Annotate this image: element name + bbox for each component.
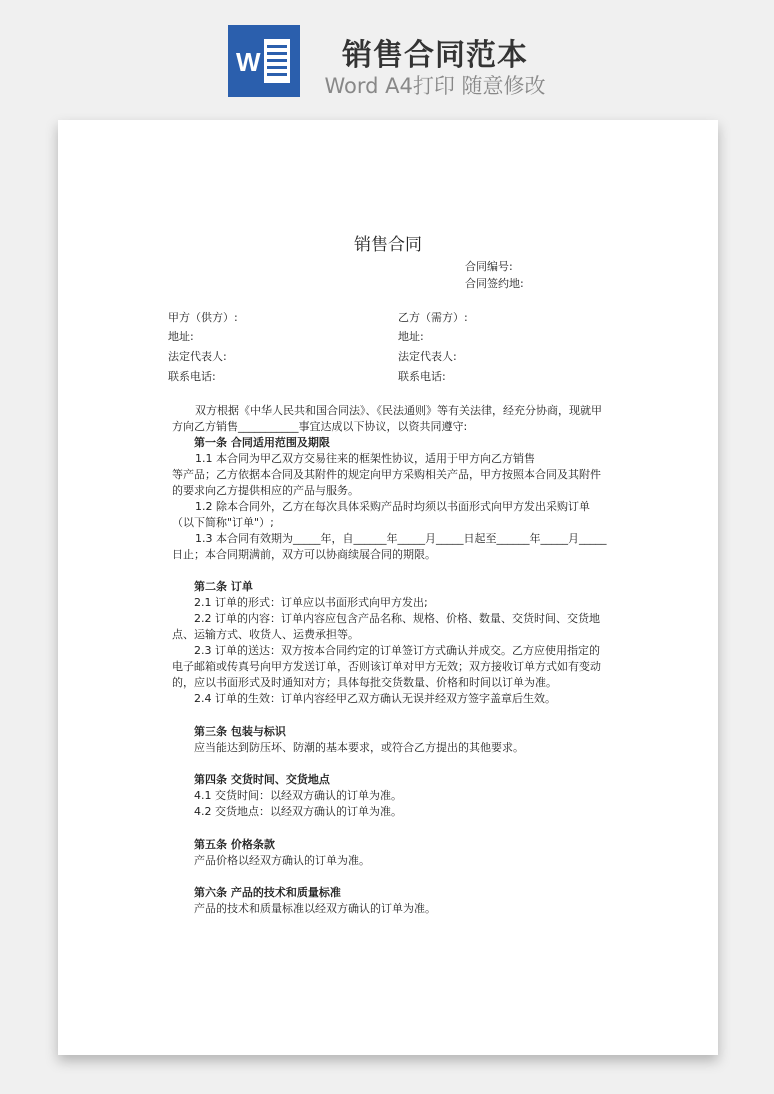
section-heading: 第二条 订单	[194, 580, 253, 593]
contract-number-label: 合同编号:	[465, 260, 513, 273]
body-line: 4.1 交货时间：以经双方确认的订单为准。	[194, 789, 402, 802]
body-line: 产品价格以经双方确认的订单为准。	[194, 854, 370, 867]
section-heading: 第六条 产品的技术和质量标准	[194, 886, 341, 899]
body-line: 双方根据《中华人民共和国合同法》、《民法通则》等有关法律，经充分协商，现就甲	[195, 404, 602, 417]
party-a-phone: 联系电话:	[168, 370, 216, 383]
section-heading: 第四条 交货时间、交货地点	[194, 773, 330, 786]
body-line: 点、运输方式、收货人、运费承担等。	[172, 628, 359, 641]
header	[0, 0, 774, 115]
body-line: 的，应以书面形式及时通知对方；具体每批交货数量、价格和时间以订单为准。	[172, 676, 557, 689]
body-line: 1.1 本合同为甲乙双方交易往来的框架性协议，适用于甲方向乙方销售	[195, 452, 535, 465]
document-title: 销售合同	[354, 235, 422, 255]
section-heading: 第三条 包装与标识	[194, 725, 286, 738]
party-b-address: 地址:	[398, 330, 424, 343]
party-b-label: 乙方（需方）:	[398, 311, 468, 324]
party-a-address: 地址:	[168, 330, 194, 343]
word-icon	[228, 25, 300, 97]
body-line: 等产品；乙方依据本合同及其附件的规定向甲方采购相关产品，甲方按照本合同及其附件	[172, 468, 601, 481]
body-line: 方向乙方销售___________事宜达成以下协议，以资共同遵守:	[172, 420, 468, 433]
body-line: 2.4 订单的生效：订单内容经甲乙双方确认无误并经双方签字盖章后生效。	[194, 692, 556, 705]
body-line: 日止；本合同期满前，双方可以协商续展合同的期限。	[172, 548, 436, 561]
section-heading: 第一条 合同适用范围及期限	[194, 436, 330, 449]
body-line: 2.1 订单的形式：订单应以书面形式向甲方发出;	[194, 596, 428, 609]
body-line: 1.2 除本合同外，乙方在每次具体采购产品时均须以书面形式向甲方发出采购订单	[195, 500, 590, 513]
body-line: 产品的技术和质量标准以经双方确认的订单为准。	[194, 902, 436, 915]
page-title: 销售合同范本	[342, 38, 528, 73]
body-line: 的要求向乙方提供相应的产品与服务。	[172, 484, 359, 497]
party-a-legal-rep: 法定代表人:	[168, 350, 227, 363]
document-page	[58, 120, 718, 1055]
contract-place-label: 合同签约地:	[465, 277, 524, 290]
body-line: 电子邮箱或传真号向甲方发送订单，否则该订单对甲方无效；双方接收订单方式如有变动	[172, 660, 601, 673]
watermark	[87, 481, 119, 513]
page-subtitle: Word A4打印 随意修改	[324, 74, 546, 98]
body-line: 1.3 本合同有效期为_____年，自______年_____月_____日起至______年_____月_____	[195, 532, 607, 545]
body-line: 应当能达到防压坏、防潮的基本要求，或符合乙方提出的其他要求。	[194, 741, 524, 754]
section-heading: 第五条 价格条款	[194, 838, 275, 851]
svg-text:W: W	[236, 47, 261, 77]
party-b-phone: 联系电话:	[398, 370, 446, 383]
body-line: （以下简称"订单"）;	[172, 516, 274, 529]
body-line: 4.2 交货地点：以经双方确认的订单为准。	[194, 805, 402, 818]
party-b-legal-rep: 法定代表人:	[398, 350, 457, 363]
body-line: 2.3 订单的送达：双方按本合同约定的订单签订方式确认并成交。乙方应使用指定的	[194, 644, 600, 657]
party-a-label: 甲方（供方）:	[168, 311, 238, 324]
body-line: 2.2 订单的内容：订单内容应包含产品名称、规格、价格、数量、交货时间、交货地	[194, 612, 600, 625]
